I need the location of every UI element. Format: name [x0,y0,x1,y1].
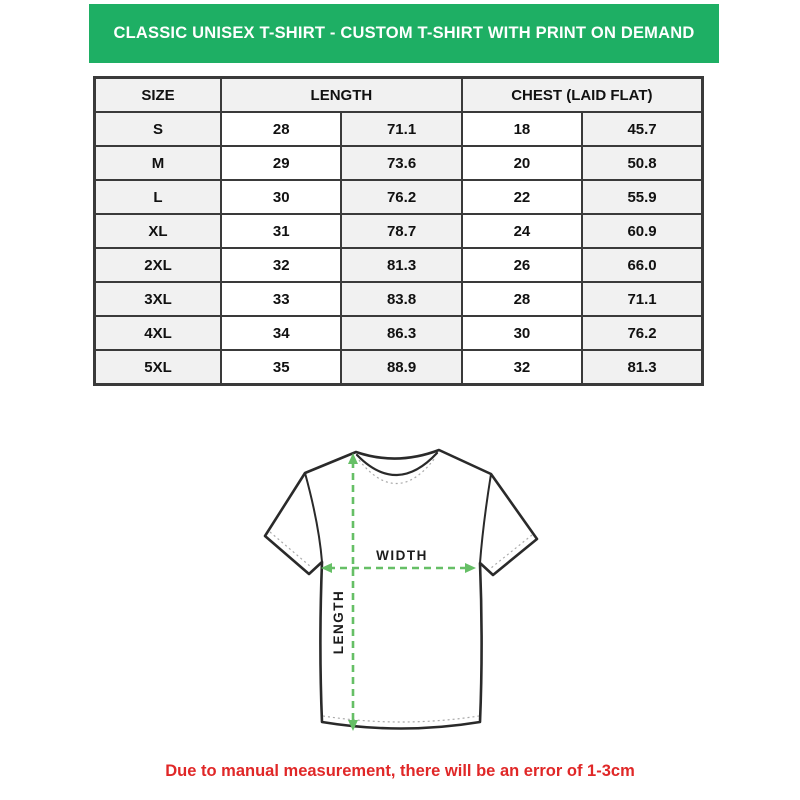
table-row [95,282,703,316]
size-table [93,76,704,386]
chest-cm-cell: 45.7 [582,112,702,146]
chest-in-cell: 22 [462,180,582,214]
size-cell: 5XL [95,350,222,385]
length-in-cell: 31 [221,214,341,248]
size-cell: 3XL [95,282,222,316]
size-cell: S [95,112,222,146]
length-cm-cell: 81.3 [341,248,461,282]
length-cm-cell: 76.2 [341,180,461,214]
width-label: WIDTH [376,548,428,563]
length-label: LENGTH [331,589,346,655]
chest-in-cell: 28 [462,282,582,316]
table-row [95,180,703,214]
table-header-row [95,78,703,113]
page-title: CLASSIC UNISEX T-SHIRT - CUSTOM T-SHIRT WITH PRINT ON DEMAND [113,24,695,42]
chest-cm-cell: 71.1 [582,282,702,316]
tshirt-measurement-diagram [253,444,553,744]
table-row [95,350,703,385]
length-cm-cell: 86.3 [341,316,461,350]
size-cell: 4XL [95,316,222,350]
size-cell: L [95,180,222,214]
length-in-cell: 34 [221,316,341,350]
size-cell: XL [95,214,222,248]
tshirt-outline-icon [265,450,537,729]
length-in-cell: 35 [221,350,341,385]
table-row [95,146,703,180]
table-row [95,112,703,146]
chest-cm-cell: 55.9 [582,180,702,214]
column-header-size: SIZE [95,78,222,113]
length-cm-cell: 78.7 [341,214,461,248]
length-in-cell: 33 [221,282,341,316]
measurement-error-note: Due to manual measurement, there will be an error of 1-3cm [165,762,635,780]
table-row [95,316,703,350]
column-header-chest: CHEST (LAID FLAT) [462,78,703,113]
chest-in-cell: 18 [462,112,582,146]
chest-in-cell: 32 [462,350,582,385]
chest-in-cell: 24 [462,214,582,248]
size-cell: 2XL [95,248,222,282]
length-in-cell: 29 [221,146,341,180]
chest-in-cell: 26 [462,248,582,282]
column-header-length: LENGTH [221,78,462,113]
chest-cm-cell: 76.2 [582,316,702,350]
chest-cm-cell: 81.3 [582,350,702,385]
chest-cm-cell: 50.8 [582,146,702,180]
table-row [95,248,703,282]
chest-in-cell: 30 [462,316,582,350]
length-cm-cell: 88.9 [341,350,461,385]
chest-cm-cell: 60.9 [582,214,702,248]
length-in-cell: 28 [221,112,341,146]
length-cm-cell: 73.6 [341,146,461,180]
chest-cm-cell: 66.0 [582,248,702,282]
title-banner [89,4,719,63]
length-cm-cell: 83.8 [341,282,461,316]
table-row [95,214,703,248]
length-in-cell: 30 [221,180,341,214]
length-cm-cell: 71.1 [341,112,461,146]
chest-in-cell: 20 [462,146,582,180]
length-in-cell: 32 [221,248,341,282]
size-cell: M [95,146,222,180]
